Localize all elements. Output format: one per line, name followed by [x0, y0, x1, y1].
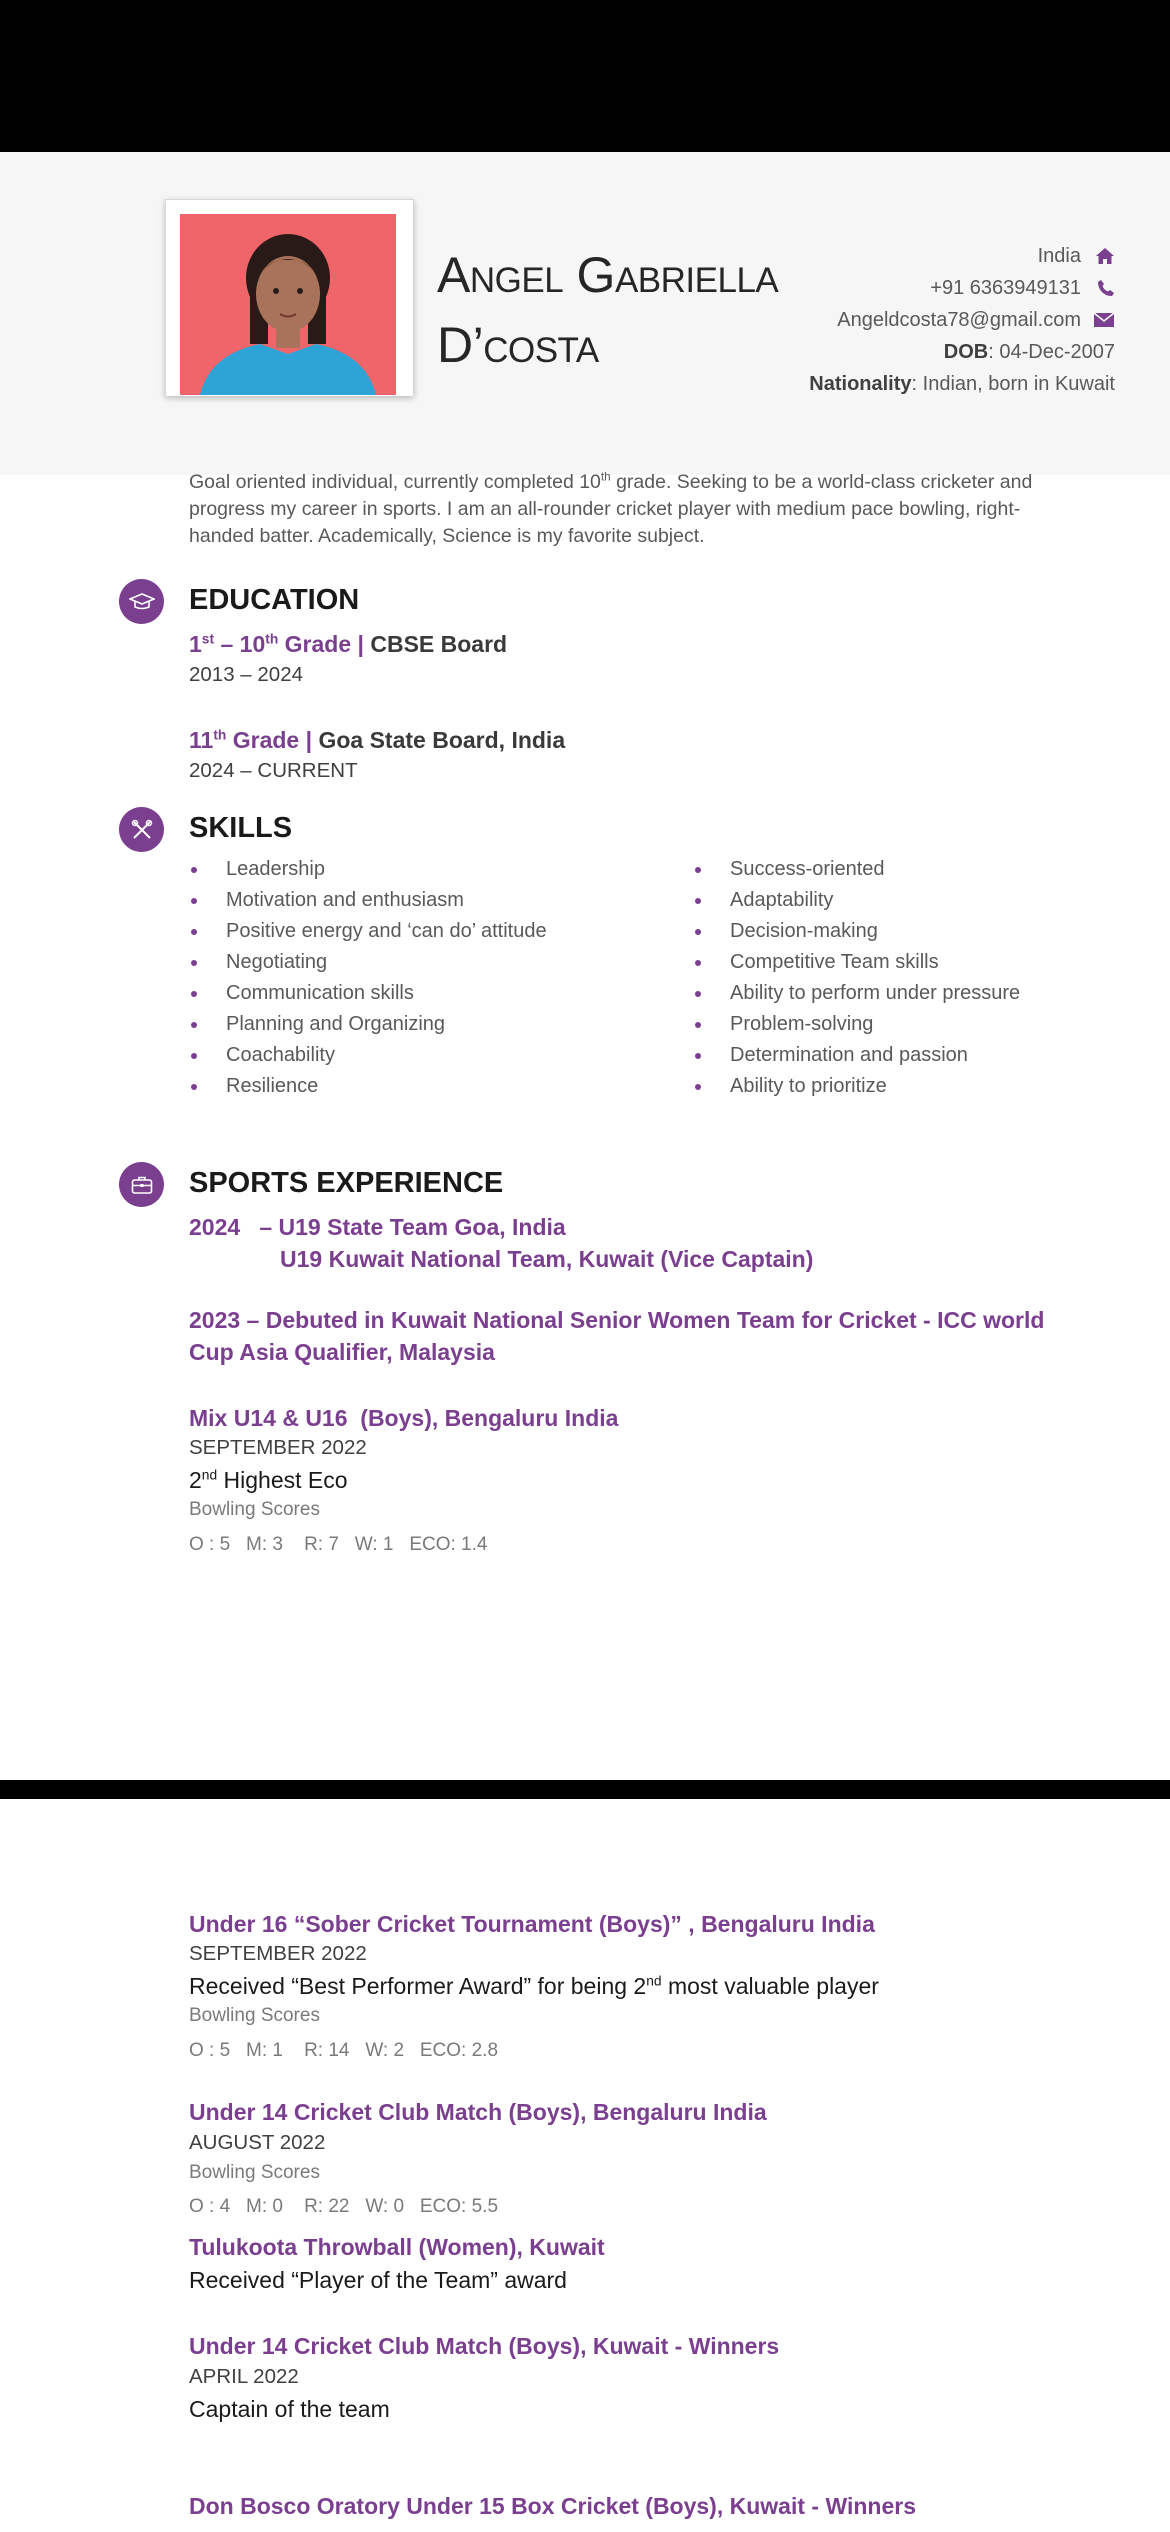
contact-country: [809, 240, 1115, 272]
u14-kw-event-date: APRIL 2022: [189, 2365, 299, 2388]
skill-item: Resilience: [189, 1071, 669, 1102]
education-item-1-years: 2013 – 2024: [189, 663, 304, 686]
skill-item: Motivation and enthusiasm: [189, 885, 669, 916]
skills-list-left: [189, 854, 669, 1102]
skill-item: Negotiating: [189, 947, 669, 978]
skill-item: Planning and Organizing: [189, 1009, 669, 1040]
award-sup: nd: [201, 1467, 218, 1483]
name-line-2: D’costa: [437, 317, 599, 373]
award-text-a: 2: [189, 1467, 202, 1493]
sports-heading: SPORTS EXPERIENCE: [189, 1167, 504, 1199]
contact-nationality: [809, 368, 1115, 400]
grade-mid: – 10: [214, 631, 266, 657]
skill-item: Positive energy and ‘can do’ attitude: [189, 916, 669, 947]
mix-event-award: [189, 1464, 348, 1496]
skills-heading: SKILLS: [189, 812, 293, 844]
throwball-event-award: Received “Player of the Team” award: [189, 2267, 567, 2293]
sober-event-title: Under 16 “Sober Cricket Tournament (Boys)” , Bengaluru India: [189, 1911, 875, 1937]
sports-2024-line1: 2024 – U19 State Team Goa, India: [189, 1214, 566, 1240]
phone-icon: [1089, 279, 1115, 297]
grade-sep: |: [299, 727, 319, 753]
skills-list-right: [693, 854, 1113, 1102]
nationality-label: Nationality: [809, 373, 912, 395]
envelope-icon: [1089, 312, 1115, 328]
summary-paragraph: [189, 469, 1069, 550]
education-board: Goa State Board, India: [318, 727, 566, 753]
sober-bowling-label: Bowling Scores: [189, 2005, 320, 2026]
mix-bowling-stats: O : 5 M: 3 R: 7 W: 1 ECO: 1.4: [189, 1534, 488, 1555]
u14-blr-bowling-label: Bowling Scores: [189, 2162, 320, 2183]
grade-start: 11: [189, 727, 214, 753]
sober-bowling-stats: O : 5 M: 1 R: 14 W: 2 ECO: 2.8: [189, 2040, 499, 2061]
mix-bowling-label: Bowling Scores: [189, 1499, 320, 1520]
award-text-a: Received “Best Performer Award” for being 2: [189, 1973, 647, 1999]
skill-item: Determination and passion: [693, 1040, 1113, 1071]
education-item-2-years: 2024 – CURRENT: [189, 759, 358, 782]
u14-kw-event-title: Under 14 Cricket Club Match (Boys), Kuwait - Winners: [189, 2333, 780, 2359]
top-black-bar: [0, 0, 1170, 152]
sober-event-award: [189, 1970, 879, 2002]
education-heading: EDUCATION: [189, 584, 360, 616]
summary-text-a: Goal oriented individual, currently completed 10: [189, 471, 601, 493]
summary-sup: th: [600, 470, 611, 484]
grade-sep: |: [351, 631, 371, 657]
grade-end-sup: th: [265, 631, 279, 647]
mix-event-date: SEPTEMBER 2022: [189, 1436, 367, 1459]
phone-text[interactable]: +91 6363949131: [930, 277, 1081, 299]
dob-label: DOB: [943, 341, 989, 363]
skill-item: Decision-making: [693, 916, 1113, 947]
sports-2023: 2023 – Debuted in Kuwait National Senior Women Team for Cricket - ICC world Cup Asia Qualifier, Malaysia: [189, 1307, 1045, 1365]
grade-start-sup: th: [213, 727, 227, 743]
country-text: India: [1037, 245, 1081, 267]
sports-2024-line2: U19 Kuwait National Team, Kuwait (Vice Captain): [280, 1246, 814, 1272]
award-text-b: Highest Eco: [217, 1467, 348, 1493]
skill-item: Adaptability: [693, 885, 1113, 916]
skill-item: Coachability: [189, 1040, 669, 1071]
dbo-event-title: Don Bosco Oratory Under 15 Box Cricket (Boys), Kuwait - Winners: [189, 2493, 916, 2519]
home-icon: [1089, 247, 1115, 265]
page-separator: [0, 1780, 1170, 1799]
mix-event-title: Mix U14 & U16 (Boys), Bengaluru India: [189, 1405, 619, 1431]
email-text[interactable]: Angeldcosta78@gmail.com: [837, 309, 1081, 331]
profile-photo: [180, 214, 396, 395]
award-text-b: most valuable player: [661, 1973, 879, 1999]
skill-item: Problem-solving: [693, 1009, 1113, 1040]
grade-start-sup: st: [201, 631, 215, 647]
u14-blr-event-title: Under 14 Cricket Club Match (Boys), Bengaluru India: [189, 2099, 767, 2125]
dob-value: : 04-Dec-2007: [988, 341, 1115, 363]
nationality-value: : Indian, born in Kuwait: [911, 373, 1115, 395]
contact-dob: [809, 336, 1115, 368]
skill-item: Leadership: [189, 854, 669, 885]
u14-blr-event-date: AUGUST 2022: [189, 2131, 326, 2154]
skill-item: Competitive Team skills: [693, 947, 1113, 978]
u14-kw-event-award: Captain of the team: [189, 2396, 390, 2422]
skill-item: Success-oriented: [693, 854, 1113, 885]
u14-blr-bowling-stats: O : 4 M: 0 R: 22 W: 0 ECO: 5.5: [189, 2196, 499, 2217]
summary-text-b: grade. Seeking to be a world-class cricketer and progress my career in sports. I am an all-rounder cricket player with medium pace bowling, right-handed batter. Academically, Science is my favorite subject.: [189, 471, 1033, 547]
contact-phone: [809, 272, 1115, 304]
tools-icon: [119, 807, 164, 852]
skill-item: Communication skills: [189, 978, 669, 1009]
graduation-cap-icon: [119, 579, 164, 624]
award-sup: nd: [646, 1973, 662, 1989]
contact-email: [809, 304, 1115, 336]
name-line-1: Angel Gabriella: [437, 247, 779, 303]
grade-end: Grade: [278, 631, 352, 657]
grade-start: 1: [189, 631, 202, 657]
grade-mid: Grade: [226, 727, 300, 753]
skill-item: Ability to perform under pressure: [693, 978, 1113, 1009]
education-item-1-title: [189, 628, 507, 660]
education-board: CBSE Board: [370, 631, 508, 657]
candidate-name: [437, 240, 778, 380]
skill-item: Ability to prioritize: [693, 1071, 1113, 1102]
contact-block: [809, 240, 1115, 400]
briefcase-icon: [119, 1162, 164, 1207]
sober-event-date: SEPTEMBER 2022: [189, 1942, 367, 1965]
education-item-2-title: [189, 724, 565, 756]
throwball-event-title: Tulukoota Throwball (Women), Kuwait: [189, 2234, 605, 2260]
